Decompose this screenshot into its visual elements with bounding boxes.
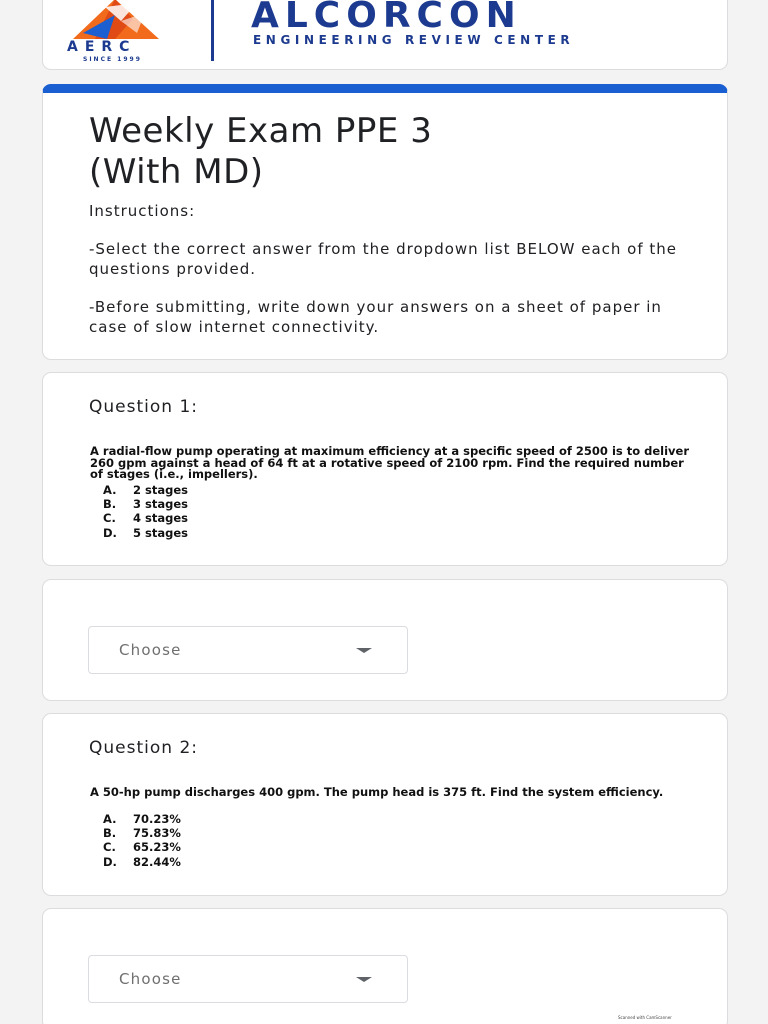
choice-item: B. 75.83% xyxy=(103,826,181,841)
choice-list xyxy=(103,483,188,540)
answer-card-2 xyxy=(42,908,728,1024)
caret-down-icon xyxy=(356,977,372,982)
question-text: A 50-hp pump discharges 400 gpm. The pump head is 375 ft. Find the system efficiency. xyxy=(90,785,664,799)
form-title-card xyxy=(42,84,728,360)
answer-card-1 xyxy=(42,579,728,701)
answer-dropdown-1[interactable] xyxy=(88,626,408,674)
header-banner xyxy=(42,0,728,70)
logo-since: SINCE 1999 xyxy=(83,56,142,63)
question-title: Question 2: xyxy=(89,738,198,758)
logo-letters: AERC xyxy=(67,39,137,55)
form-title-line-1: Weekly Exam PPE 3 xyxy=(89,111,433,151)
brand-subtitle: ENGINEERING REVIEW CENTER xyxy=(253,33,575,47)
choice-item: B. 3 stages xyxy=(103,497,188,512)
question-card-2 xyxy=(42,713,728,896)
choice-item: A. 2 stages xyxy=(103,483,188,497)
instructions-heading: Instructions: xyxy=(89,202,196,220)
choice-item: C. 4 stages xyxy=(103,511,188,526)
choice-item: C. 65.23% xyxy=(103,840,181,855)
form-title xyxy=(89,111,689,193)
question-text: A radial-flow pump operating at maximum efficiency at a specific speed of 2500 is to deliver 260 gpm against a head of 64 ft at a rotative speed of 2100 rpm. Find the required number of stages (i.e., impellers). xyxy=(90,444,690,481)
logo-divider xyxy=(211,0,214,61)
choice-item: A. 70.23% xyxy=(103,812,181,826)
dropdown-placeholder: Choose xyxy=(119,970,182,988)
instruction-write-answers: -Before submitting, write down your answers on a sheet of paper in case of slow internet connectivity. xyxy=(89,298,662,336)
answer-dropdown-2[interactable] xyxy=(88,955,408,1003)
choice-item: D. 5 stages xyxy=(103,525,188,540)
choice-item: D. 82.44% xyxy=(103,854,181,869)
dropdown-placeholder: Choose xyxy=(119,641,182,659)
scanner-watermark: Scanned with CamScanner xyxy=(618,1015,672,1020)
question-card-1 xyxy=(42,372,728,566)
choice-list xyxy=(103,812,181,869)
form-title-line-2: (With MD) xyxy=(89,152,264,192)
question-title: Question 1: xyxy=(89,397,198,417)
brand-name: ALCORCON xyxy=(251,0,522,36)
caret-down-icon xyxy=(356,648,372,653)
instruction-dropdown: -Select the correct answer from the dropdown list BELOW each of the questions provided. xyxy=(89,240,678,278)
